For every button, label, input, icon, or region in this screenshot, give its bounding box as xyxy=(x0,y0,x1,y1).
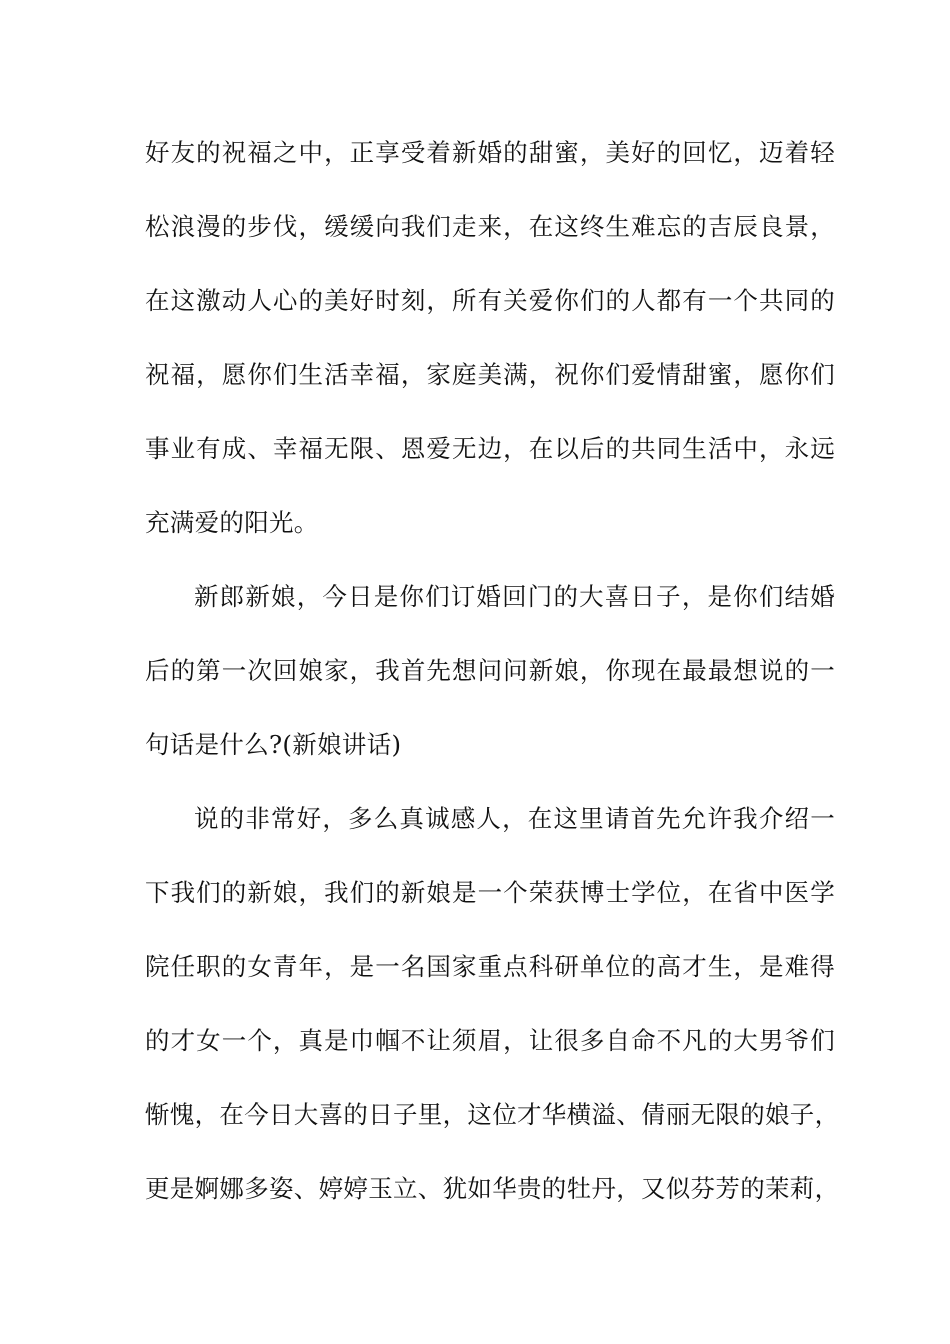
paragraph-first-line: 说的非常好，多么真诚感人，在这里请首先允许我介绍一 xyxy=(194,804,835,833)
text-line: 更是婀娜多姿、婷婷玉立、犹如华贵的牡丹，又似芬芳的茉莉， xyxy=(145,1174,840,1203)
text-line: 祝福，愿你们生活幸福，家庭美满，祝你们爱情甜蜜，愿你们 xyxy=(145,360,835,389)
text-line: 后的第一次回娘家，我首先想问问新娘，你现在最最想说的一 xyxy=(145,656,835,685)
text-line: 下我们的新娘，我们的新娘是一个荣获博士学位，在省中医学 xyxy=(145,878,835,907)
text-line: 在这激动人心的美好时刻，所有关爱你们的人都有一个共同的 xyxy=(145,286,835,315)
text-line: 句话是什么?(新娘讲话) xyxy=(145,730,402,759)
text-line: 院任职的女青年，是一名国家重点科研单位的高才生，是难得 xyxy=(145,952,835,981)
text-line: 松浪漫的步伐，缓缓向我们走来，在这终生难忘的吉辰良景， xyxy=(145,212,835,241)
text-line: 事业有成、幸福无限、恩爱无边，在以后的共同生活中，永远 xyxy=(145,434,835,463)
paragraph-first-line: 新郎新娘，今日是你们订婚回门的大喜日子，是你们结婚 xyxy=(194,582,835,611)
text-line: 惭愧，在今日大喜的日子里，这位才华横溢、倩丽无限的娘子， xyxy=(145,1100,840,1129)
text-line: 充满爱的阳光。 xyxy=(145,508,319,537)
text-line: 好友的祝福之中，正享受着新婚的甜蜜，美好的回忆，迈着轻 xyxy=(145,138,835,167)
text-line: 的才女一个，真是巾帼不让须眉，让很多自命不凡的大男爷们 xyxy=(145,1026,835,1055)
